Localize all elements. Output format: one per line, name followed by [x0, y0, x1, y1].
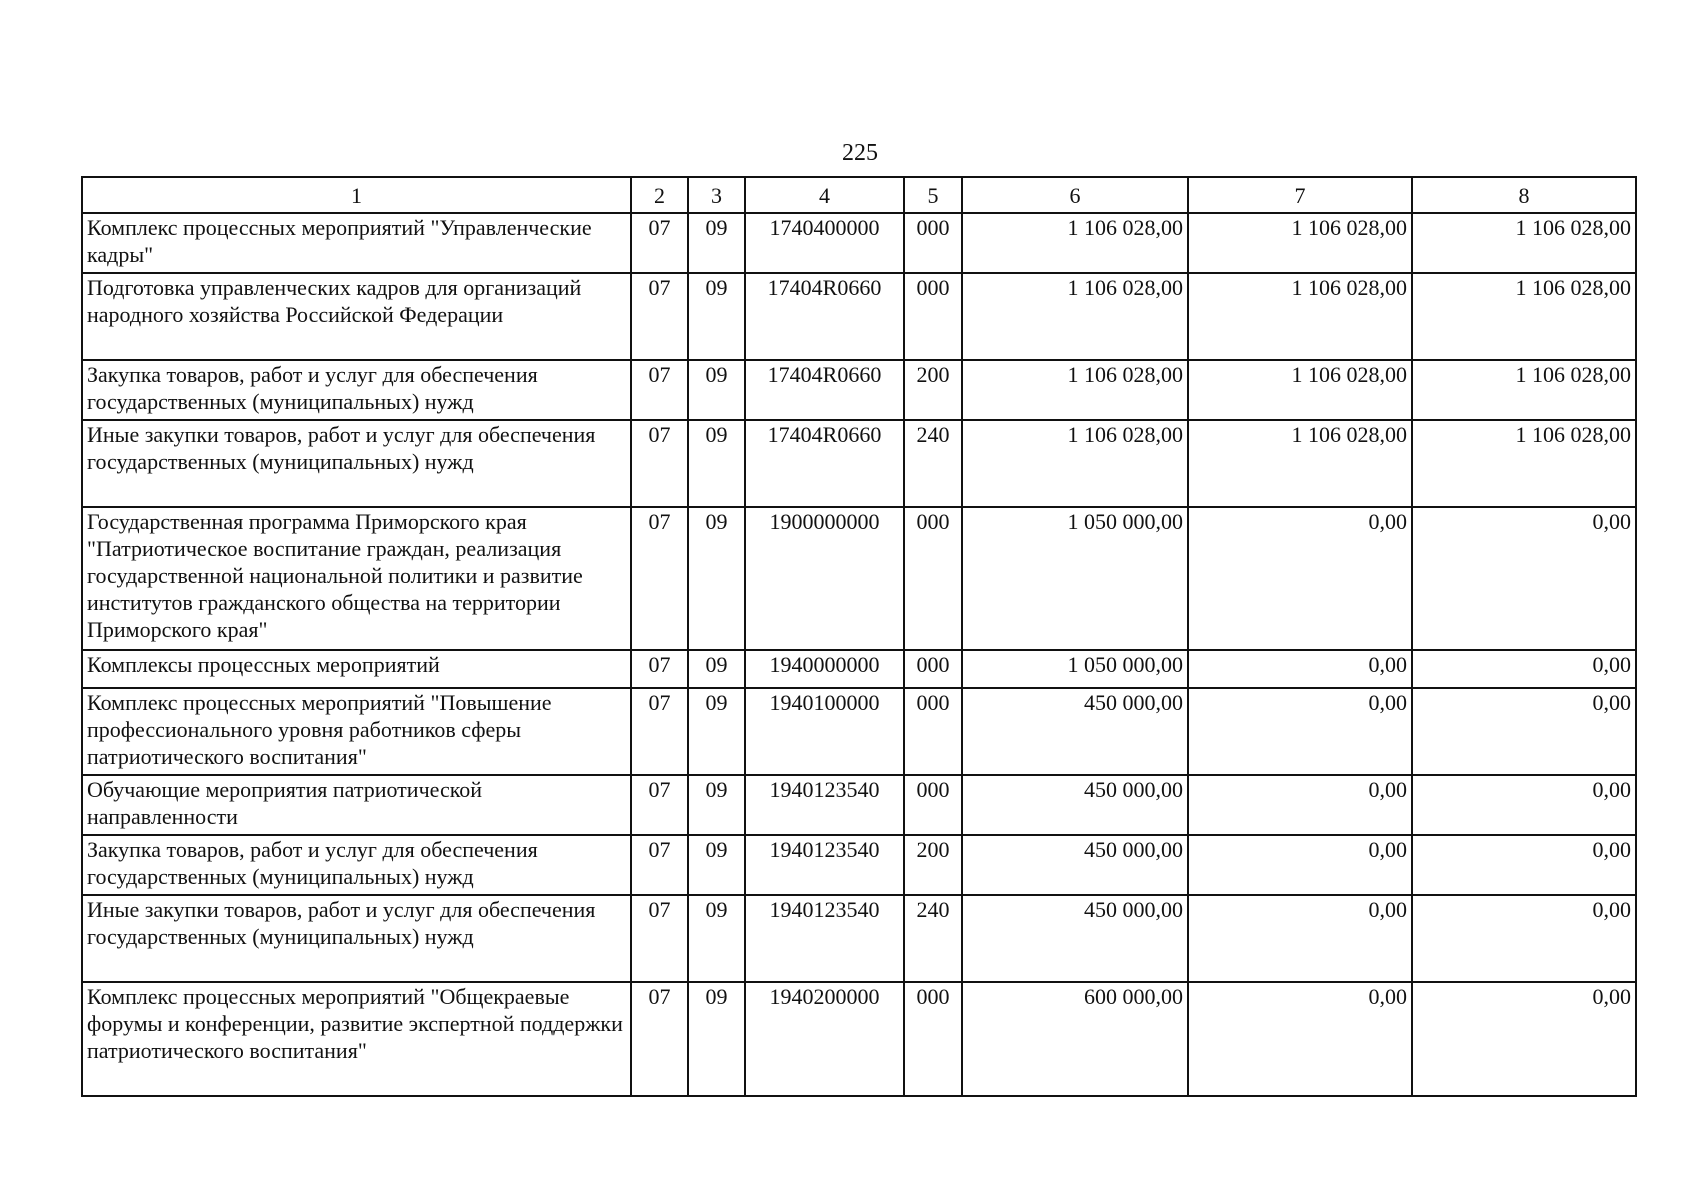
- row-name: Обучающие мероприятия патриотической направленности: [82, 775, 631, 835]
- table-row: [82, 895, 1636, 982]
- expense-type-code: 000: [904, 273, 962, 360]
- section-code: 07: [631, 213, 688, 273]
- amount-col-8: 1 106 028,00: [1412, 360, 1636, 420]
- expense-type-code: 000: [904, 650, 962, 688]
- table-row: [82, 213, 1636, 273]
- section-code: 07: [631, 360, 688, 420]
- row-name: Комплекс процессных мероприятий "Повышение профессионального уровня работников сферы патриотического воспитания": [82, 688, 631, 775]
- target-article-code: 1940200000: [745, 982, 904, 1096]
- amount-col-7: 0,00: [1188, 982, 1412, 1096]
- expense-type-code: 000: [904, 775, 962, 835]
- amount-col-8: 1 106 028,00: [1412, 273, 1636, 360]
- target-article-code: 1940123540: [745, 775, 904, 835]
- header-col-7: 7: [1188, 177, 1412, 213]
- amount-col-6: 450 000,00: [962, 835, 1188, 895]
- row-name: Иные закупки товаров, работ и услуг для обеспечения государственных (муниципальных) нужд: [82, 895, 631, 982]
- amount-col-6: 450 000,00: [962, 895, 1188, 982]
- subsection-code: 09: [688, 507, 745, 650]
- table-row: [82, 688, 1636, 775]
- header-col-1: 1: [82, 177, 631, 213]
- row-name: Комплексы процессных мероприятий: [82, 650, 631, 688]
- amount-col-6: 450 000,00: [962, 775, 1188, 835]
- expense-type-code: 200: [904, 835, 962, 895]
- section-code: 07: [631, 982, 688, 1096]
- amount-col-6: 1 106 028,00: [962, 213, 1188, 273]
- amount-col-6: 1 050 000,00: [962, 650, 1188, 688]
- amount-col-7: 0,00: [1188, 775, 1412, 835]
- expense-type-code: 000: [904, 688, 962, 775]
- subsection-code: 09: [688, 688, 745, 775]
- amount-col-7: 1 106 028,00: [1188, 273, 1412, 360]
- table-row: [82, 507, 1636, 650]
- expense-type-code: 240: [904, 895, 962, 982]
- target-article-code: 1740400000: [745, 213, 904, 273]
- amount-col-7: 1 106 028,00: [1188, 213, 1412, 273]
- amount-col-6: 1 050 000,00: [962, 507, 1188, 650]
- header-row: [82, 177, 1636, 213]
- amount-col-8: 0,00: [1412, 775, 1636, 835]
- section-code: 07: [631, 650, 688, 688]
- amount-col-6: 600 000,00: [962, 982, 1188, 1096]
- table-row: [82, 835, 1636, 895]
- expense-type-code: 200: [904, 360, 962, 420]
- target-article-code: 1940123540: [745, 895, 904, 982]
- amount-col-6: 1 106 028,00: [962, 273, 1188, 360]
- amount-col-6: 1 106 028,00: [962, 360, 1188, 420]
- section-code: 07: [631, 507, 688, 650]
- amount-col-7: 0,00: [1188, 835, 1412, 895]
- table-row: [82, 650, 1636, 688]
- section-code: 07: [631, 688, 688, 775]
- target-article-code: 17404R0660: [745, 273, 904, 360]
- header-col-6: 6: [962, 177, 1188, 213]
- row-name: Государственная программа Приморского края "Патриотическое воспитание граждан, реализация государственной национальной политики и развитие институтов гражданского общества на территории Приморского края": [82, 507, 631, 650]
- amount-col-7: 0,00: [1188, 688, 1412, 775]
- row-name: Закупка товаров, работ и услуг для обеспечения государственных (муниципальных) нужд: [82, 360, 631, 420]
- section-code: 07: [631, 273, 688, 360]
- expense-type-code: 000: [904, 213, 962, 273]
- amount-col-8: 1 106 028,00: [1412, 420, 1636, 507]
- table-row: [82, 420, 1636, 507]
- amount-col-8: 0,00: [1412, 507, 1636, 650]
- budget-table: [81, 176, 1637, 1097]
- table-row: [82, 360, 1636, 420]
- table-row: [82, 982, 1636, 1096]
- table-row: [82, 775, 1636, 835]
- section-code: 07: [631, 895, 688, 982]
- section-code: 07: [631, 775, 688, 835]
- subsection-code: 09: [688, 835, 745, 895]
- section-code: 07: [631, 420, 688, 507]
- amount-col-8: 0,00: [1412, 650, 1636, 688]
- amount-col-8: 0,00: [1412, 895, 1636, 982]
- row-name: Комплекс процессных мероприятий "Управленческие кадры": [82, 213, 631, 273]
- amount-col-7: 0,00: [1188, 507, 1412, 650]
- table-row: [82, 273, 1636, 360]
- subsection-code: 09: [688, 213, 745, 273]
- amount-col-7: 1 106 028,00: [1188, 420, 1412, 507]
- header-col-8: 8: [1412, 177, 1636, 213]
- row-name: Иные закупки товаров, работ и услуг для обеспечения государственных (муниципальных) нужд: [82, 420, 631, 507]
- header-col-2: 2: [631, 177, 688, 213]
- target-article-code: 1900000000: [745, 507, 904, 650]
- subsection-code: 09: [688, 360, 745, 420]
- header-col-3: 3: [688, 177, 745, 213]
- target-article-code: 17404R0660: [745, 360, 904, 420]
- amount-col-6: 1 106 028,00: [962, 420, 1188, 507]
- amount-col-7: 0,00: [1188, 650, 1412, 688]
- amount-col-8: 0,00: [1412, 835, 1636, 895]
- amount-col-7: 1 106 028,00: [1188, 360, 1412, 420]
- subsection-code: 09: [688, 775, 745, 835]
- subsection-code: 09: [688, 273, 745, 360]
- target-article-code: 1940123540: [745, 835, 904, 895]
- amount-col-8: 0,00: [1412, 982, 1636, 1096]
- header-col-4: 4: [745, 177, 904, 213]
- subsection-code: 09: [688, 650, 745, 688]
- target-article-code: 1940100000: [745, 688, 904, 775]
- header-col-5: 5: [904, 177, 962, 213]
- amount-col-6: 450 000,00: [962, 688, 1188, 775]
- target-article-code: 1940000000: [745, 650, 904, 688]
- section-code: 07: [631, 835, 688, 895]
- page-number: 225: [842, 140, 878, 166]
- expense-type-code: 000: [904, 507, 962, 650]
- amount-col-8: 0,00: [1412, 688, 1636, 775]
- row-name: Закупка товаров, работ и услуг для обеспечения государственных (муниципальных) нужд: [82, 835, 631, 895]
- expense-type-code: 000: [904, 982, 962, 1096]
- target-article-code: 17404R0660: [745, 420, 904, 507]
- row-name: Подготовка управленческих кадров для организаций народного хозяйства Российской Федерации: [82, 273, 631, 360]
- subsection-code: 09: [688, 982, 745, 1096]
- subsection-code: 09: [688, 895, 745, 982]
- expense-type-code: 240: [904, 420, 962, 507]
- subsection-code: 09: [688, 420, 745, 507]
- amount-col-7: 0,00: [1188, 895, 1412, 982]
- amount-col-8: 1 106 028,00: [1412, 213, 1636, 273]
- row-name: Комплекс процессных мероприятий "Общекраевые форумы и конференции, развитие экспертной поддержки патриотического воспитания": [82, 982, 631, 1096]
